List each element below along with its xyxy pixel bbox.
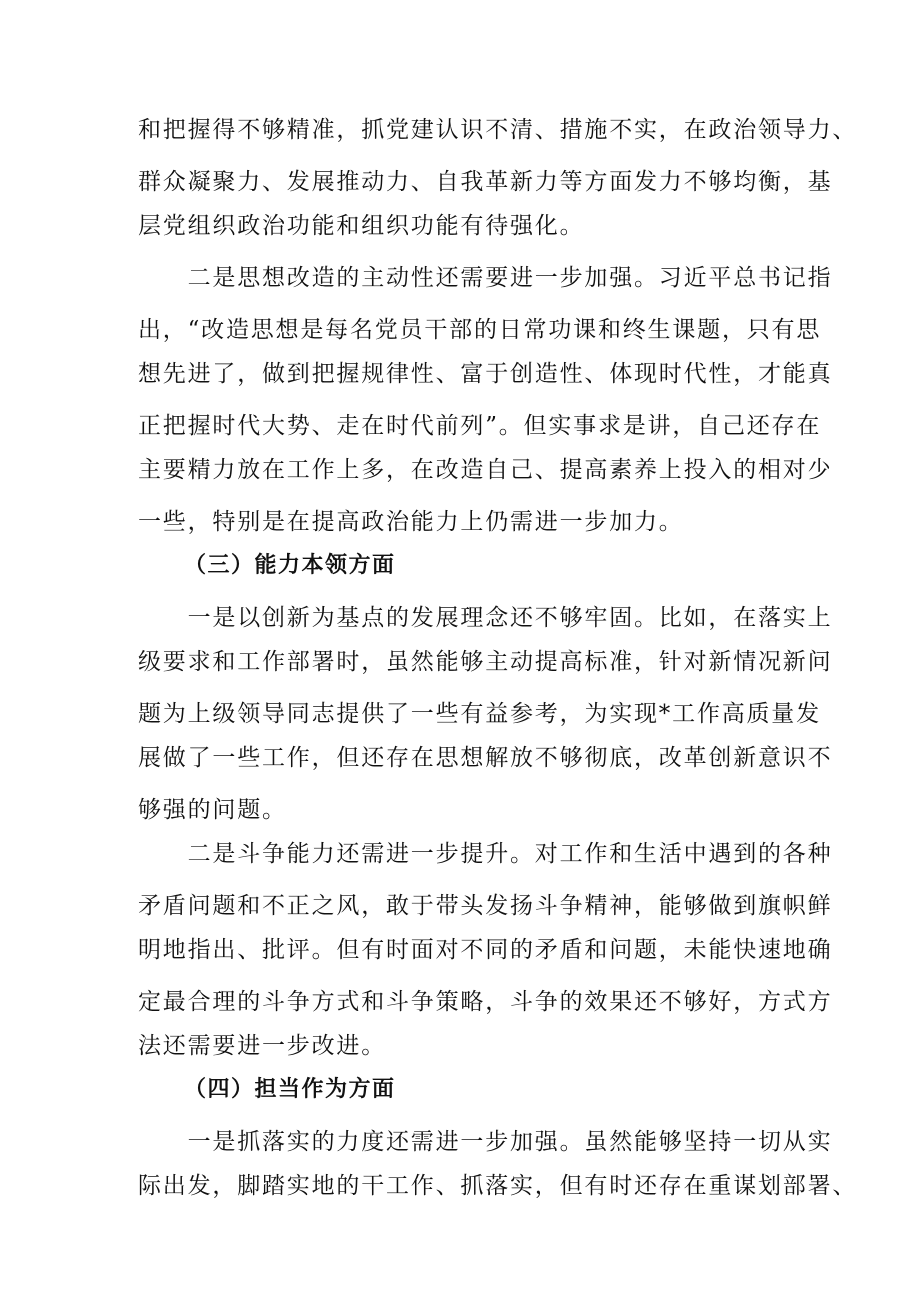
body-line: 想先进了，做到把握规律性、富于创造性、体现时代性，才能真 — [138, 361, 833, 387]
body-line: 正把握时代大势、走在时代前列”。但实事求是讲，自己还存在 — [138, 413, 822, 439]
body-line: 一些，特别是在提高政治能力上仍需进一步加力。 — [138, 509, 684, 535]
body-line: 定最合理的斗争方式和斗争策略，斗争的效果还不够好，方式方 — [138, 989, 833, 1015]
body-line: 题为上级领导同志提供了一些有益参考，为实现*工作高质量发 — [138, 701, 821, 727]
body-line: 出，“改造思想是每名党员干部的日常功课和终生课题，只有思 — [138, 317, 822, 343]
body-line: 级要求和工作部署时，虽然能够主动提高标准，针对新情况新问 — [138, 649, 833, 675]
body-line: 主要精力放在工作上多，在改造自己、提高素养上投入的相对少 — [138, 457, 833, 483]
body-line: 矛盾问题和不正之风，敢于带头发扬斗争精神，能够做到旗帜鲜 — [138, 893, 833, 919]
section-heading-4: （四）担当作为方面 — [184, 1077, 396, 1102]
body-line: 和把握得不够精准，抓党建认识不清、措施不实，在政治领导力、 — [138, 117, 858, 143]
body-line: 层党组织政治功能和组织功能有待强化。 — [138, 213, 585, 239]
body-line: 二是思想改造的主动性还需要进一步加强。习近平总书记指 — [138, 265, 833, 291]
body-line: 一是以创新为基点的发展理念还不够牢固。比如，在落实上 — [138, 605, 833, 631]
body-line: 际出发，脚踏实地的干工作、抓落实，但有时还存在重谋划部署、 — [138, 1173, 858, 1199]
section-heading-3: （三）能力本领方面 — [184, 553, 396, 578]
body-line: 明地指出、批评。但有时面对不同的矛盾和问题，未能快速地确 — [138, 937, 833, 963]
body-line: 法还需要进一步改进。 — [138, 1033, 386, 1059]
body-line: 够强的问题。 — [138, 797, 287, 823]
body-line: 二是斗争能力还需进一步提升。对工作和生活中遇到的各种 — [138, 841, 833, 867]
body-line: 一是抓落实的力度还需进一步加强。虽然能够坚持一切从实 — [138, 1129, 833, 1155]
body-line: 群众凝聚力、发展推动力、自我革新力等方面发力不够均衡，基 — [138, 169, 833, 195]
body-line: 展做了一些工作，但还存在思想解放不够彻底，改革创新意识不 — [138, 745, 833, 771]
